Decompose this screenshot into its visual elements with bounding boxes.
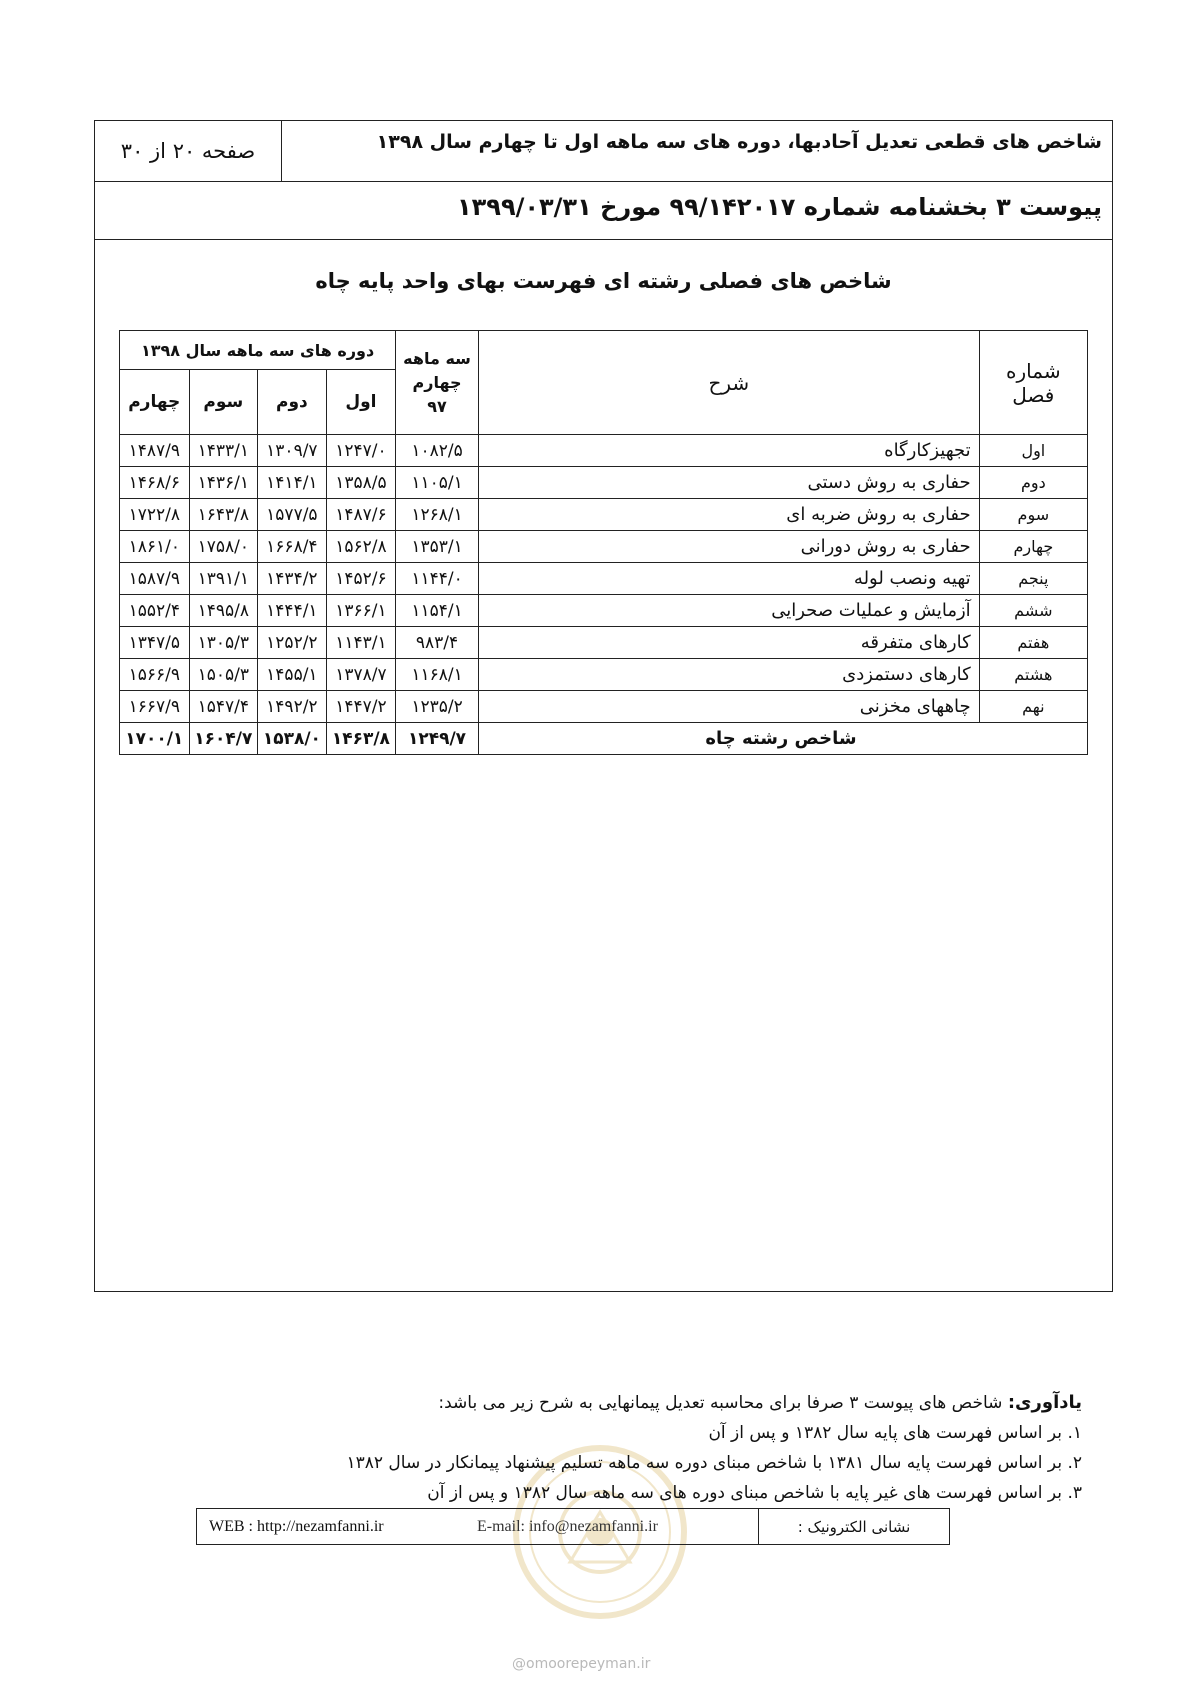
table-row	[120, 627, 1088, 659]
q4-cell: ۱۸۶۱/۰	[120, 531, 190, 563]
q4-cell: ۱۵۵۲/۴	[120, 595, 190, 627]
description-cell: حفاری به روش دورانی	[478, 531, 979, 563]
description-cell: چاههای مخزنی	[478, 691, 979, 723]
table-body	[120, 435, 1088, 755]
q4-cell: ۱۵۸۷/۹	[120, 563, 190, 595]
total-q4-cell: ۱۷۰۰/۱	[120, 723, 190, 755]
index-table	[119, 330, 1088, 755]
q2-cell: ۱۳۰۹/۷	[258, 435, 327, 467]
q4-cell: ۱۷۲۲/۸	[120, 499, 190, 531]
table-row	[120, 563, 1088, 595]
notes-section	[82, 1388, 1082, 1508]
q1-header: اول	[326, 370, 395, 435]
description-header: شرح	[478, 331, 979, 435]
description-cell: کارهای دستمزدی	[478, 659, 979, 691]
q2-cell: ۱۴۹۲/۲	[258, 691, 327, 723]
q1-cell: ۱۴۸۷/۶	[326, 499, 395, 531]
description-cell: حفاری به روش ضربه ای	[478, 499, 979, 531]
prev-quarter-cell: ۱۱۴۴/۰	[396, 563, 479, 595]
q1-cell: ۱۳۶۶/۱	[326, 595, 395, 627]
table-row	[120, 595, 1088, 627]
notes-label: یادآوری:	[1007, 1392, 1082, 1413]
description-cell: آزمایش و عملیات صحرایی	[478, 595, 979, 627]
q1-cell: ۱۲۴۷/۰	[326, 435, 395, 467]
quarters-group-header: دوره های سه ماهه سال ۱۳۹۸	[120, 331, 396, 370]
prev-quarter-cell: ۹۸۳/۴	[396, 627, 479, 659]
q3-cell: ۱۳۰۵/۳	[189, 627, 258, 659]
q1-cell: ۱۴۴۷/۲	[326, 691, 395, 723]
q2-cell: ۱۴۴۴/۱	[258, 595, 327, 627]
prev-quarter-cell: ۱۲۳۵/۲	[396, 691, 479, 723]
q1-cell: ۱۱۴۳/۱	[326, 627, 395, 659]
chapter-cell: ششم	[979, 595, 1087, 627]
prev-quarter-cell: ۱۱۶۸/۱	[396, 659, 479, 691]
chapter-cell: اول	[979, 435, 1087, 467]
total-q1-cell: ۱۴۶۳/۸	[326, 723, 395, 755]
q3-header: سوم	[189, 370, 258, 435]
q4-cell: ۱۳۴۷/۵	[120, 627, 190, 659]
table-title: شاخص های فصلی رشته ای فهرست بهای واحد پایه چاه	[315, 269, 892, 293]
circular-row	[95, 181, 1112, 240]
q2-cell: ۱۶۶۸/۴	[258, 531, 327, 563]
notes-intro: شاخص های پیوست ۳ صرفا برای محاسبه تعدیل پیمانهایی به شرح زیر می باشد:	[438, 1393, 1003, 1413]
footer-watermark: @omoorepeyman.ir	[512, 1656, 651, 1672]
q4-cell: ۱۴۶۸/۶	[120, 467, 190, 499]
chapter-cell: هفتم	[979, 627, 1087, 659]
q4-cell: ۱۵۶۶/۹	[120, 659, 190, 691]
q3-cell: ۱۴۹۵/۸	[189, 595, 258, 627]
q2-header: دوم	[258, 370, 327, 435]
contact-label: نشانی الکترونیک :	[758, 1509, 949, 1544]
table-row	[120, 691, 1088, 723]
q2-cell: ۱۲۵۲/۲	[258, 627, 327, 659]
prev-quarter-cell: ۱۳۵۳/۱	[396, 531, 479, 563]
note-item: ۲. بر اساس فهرست پایه سال ۱۳۸۱ با شاخص مبنای دوره سه ماهه تسلیم پیشنهاد پیمانکار در سال ۱۳۸۲	[346, 1453, 1082, 1473]
description-cell: کارهای متفرقه	[478, 627, 979, 659]
circular-reference: پیوست ۳ بخشنامه شماره ۹۹/۱۴۲۰۱۷ مورخ ۱۳۹۹/۰۳/۳۱	[457, 193, 1102, 221]
total-row	[120, 723, 1088, 755]
q3-cell: ۱۴۳۶/۱	[189, 467, 258, 499]
prev-quarter-header: سه ماهه چهارم ۹۷	[396, 331, 479, 435]
chapter-cell: پنجم	[979, 563, 1087, 595]
table-row	[120, 499, 1088, 531]
q1-cell: ۱۳۷۸/۷	[326, 659, 395, 691]
q3-cell: ۱۵۰۵/۳	[189, 659, 258, 691]
table-row	[120, 659, 1088, 691]
chapter-cell: چهارم	[979, 531, 1087, 563]
q3-cell: ۱۷۵۸/۰	[189, 531, 258, 563]
total-q2-cell: ۱۵۳۸/۰	[258, 723, 327, 755]
page-number: صفحه ۲۰ از ۳۰	[95, 121, 282, 181]
q1-cell: ۱۳۵۸/۵	[326, 467, 395, 499]
prev-quarter-cell: ۱۰۸۲/۵	[396, 435, 479, 467]
prev-quarter-cell: ۱۱۰۵/۱	[396, 467, 479, 499]
table-row	[120, 435, 1088, 467]
document-title: شاخص های قطعی تعدیل آحادبها، دوره های سه ماهه اول تا چهارم سال ۱۳۹۸	[376, 131, 1102, 153]
contact-box	[196, 1508, 950, 1545]
q1-cell: ۱۵۶۲/۸	[326, 531, 395, 563]
prev-quarter-cell: ۱۲۶۸/۱	[396, 499, 479, 531]
q4-cell: ۱۴۸۷/۹	[120, 435, 190, 467]
q4-header: چهارم	[120, 370, 190, 435]
note-item: ۱. بر اساس فهرست های پایه سال ۱۳۸۲ و پس از آن	[708, 1423, 1082, 1443]
chapter-cell: دوم	[979, 467, 1087, 499]
q2-cell: ۱۴۱۴/۱	[258, 467, 327, 499]
total-q3-cell: ۱۶۰۴/۷	[189, 723, 258, 755]
notes-intro-line	[82, 1388, 1082, 1418]
description-cell: تهیه ونصب لوله	[478, 563, 979, 595]
note-item: ۳. بر اساس فهرست های غیر پایه با شاخص مبنای دوره های سه ماهه سال ۱۳۸۲ و پس از آن	[427, 1483, 1082, 1503]
q2-cell: ۱۴۳۴/۲	[258, 563, 327, 595]
chapter-cell: سوم	[979, 499, 1087, 531]
q3-cell: ۱۶۴۳/۸	[189, 499, 258, 531]
email-link[interactable]: E-mail: info@nezamfanni.ir	[477, 1518, 658, 1535]
chapter-cell: نهم	[979, 691, 1087, 723]
chapter-cell: هشتم	[979, 659, 1087, 691]
table-row	[120, 467, 1088, 499]
total-label: شاخص رشته چاه	[478, 723, 1087, 755]
q2-cell: ۱۴۵۵/۱	[258, 659, 327, 691]
q4-cell: ۱۶۶۷/۹	[120, 691, 190, 723]
description-cell: حفاری به روش دستی	[478, 467, 979, 499]
chapter-header: شماره فصل	[979, 331, 1087, 435]
description-cell: تجهیزکارگاه	[478, 435, 979, 467]
q3-cell: ۱۵۴۷/۴	[189, 691, 258, 723]
prev-quarter-cell: ۱۱۵۴/۱	[396, 595, 479, 627]
table-row	[120, 531, 1088, 563]
q3-cell: ۱۴۳۳/۱	[189, 435, 258, 467]
website-link[interactable]: WEB : http://nezamfanni.ir	[209, 1518, 384, 1535]
q3-cell: ۱۳۹۱/۱	[189, 563, 258, 595]
document-frame	[94, 120, 1113, 1292]
total-prev-cell: ۱۲۴۹/۷	[396, 723, 479, 755]
header-row	[95, 121, 1112, 182]
q1-cell: ۱۴۵۲/۶	[326, 563, 395, 595]
q2-cell: ۱۵۷۷/۵	[258, 499, 327, 531]
